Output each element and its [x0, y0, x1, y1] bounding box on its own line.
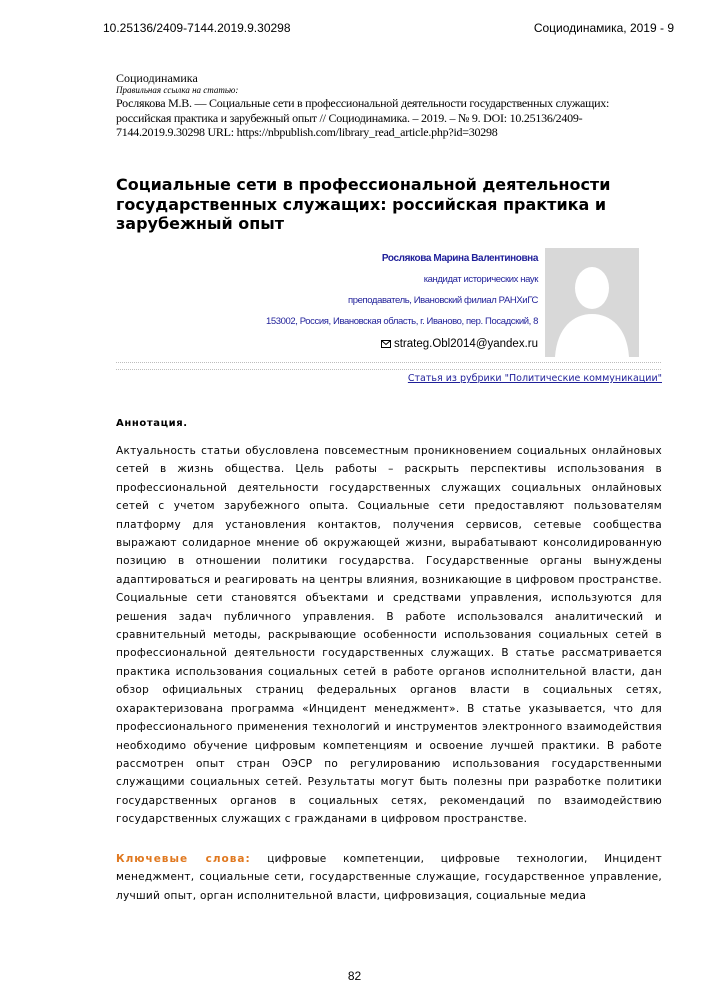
author-name[interactable]: Рослякова Марина Валентиновна — [381, 253, 538, 264]
journal-issue-header: Социодинамика, 2019 - 9 — [533, 21, 674, 35]
citation-label: Правильная ссылка на статью: — [116, 85, 239, 95]
avatar-icon — [545, 248, 639, 357]
journal-name: Социодинамика — [116, 71, 198, 85]
keywords-label: Ключевые слова: — [116, 853, 251, 865]
abstract-heading: Аннотация. — [116, 418, 188, 429]
abstract-text: Актуальность статьи обусловлена повсеместным проникновением социальных онлайновых сетей в жизнь общества. Цель работы – раскрыть перспективы использования в профессиональной деятельности государственных служащих социальных онлайновых сетей с учетом зарубежного опыта. Социальные сети предоставляют пользователям платформу для установления контактов, получения сервисов, сетевые сообщества выражают солидарное мнение об окружающей жизни, вырабатывают консолидированную позицию в отношении политики государства. Государственные органы вынуждены адаптироваться и реагировать на центры влияния, возникающие в цифровом пространстве. Социальные сети становятся объектами и средствами управления, используются для решения задач публичного управления. В работе использовался аналитический и сравнительный методы, раскрывающие особенности использования социальных сетей в профессиональной деятельности государственных служащих. В статье рассматривается практика использования социальных сетей в работе органов исполнительной власти, дан обзор официальных страниц федеральных органов власти в социальных сетях, охарактеризована программа «Инцидент менеджмент». В статье указывается, что для профессионального применения технологий и инструментов электронного взаимодействия необходимо обучение цифровым компетенциям и освоение лучшей практики. В работе рассмотрен опыт стран ОЭСР по регулированию использования государственными служащими социальных сетей. Результаты могут быть полезны при разработке политики государственных органов в социальных сетях, рекомендаций по взаимодействию государственных служащих с гражданами в цифровом пространстве. — [116, 445, 662, 826]
doi-header: 10.25136/2409-7144.2019.9.30298 — [103, 21, 291, 35]
author-email-row[interactable] — [266, 338, 538, 350]
envelope-icon — [381, 340, 391, 348]
divider-dotted — [116, 369, 661, 370]
rubric-link[interactable]: Статья из рубрики "Политические коммуникации" — [407, 373, 662, 384]
citation-block — [116, 71, 666, 140]
keywords-text: цифровые компетенции, цифровые технологии, Инцидент менеджмент, социальные сети, государственные служащие, государственное управление, лучший опыт, орган исполнительной власти, цифровизация, социальные медиа — [116, 853, 662, 902]
page-number: 82 — [347, 969, 362, 983]
divider-dotted — [116, 362, 661, 363]
author-address: 153002, Россия, Ивановская область, г. Иваново, пер. Посадский, 8 — [266, 316, 538, 327]
author-position: преподаватель, Ивановский филиал РАНХиГС — [348, 295, 538, 306]
article-title: Социальные сети в профессиональной деятельности государственных служащих: российская практика и зарубежный опыт — [116, 175, 611, 233]
author-photo-placeholder — [545, 248, 639, 357]
author-email[interactable]: strateg.Obl2014@yandex.ru — [393, 338, 538, 350]
citation-text: Рослякова М.В. — Социальные сети в профессиональной деятельности государственных служащих: российская практика и зарубежный опыт // Социодинамика. – 2019. – № 9. DOI: 10.25136/2409-7144.2019.9.30298 URL: https://nbpublish.com/library_read_article.php?id=30298 — [116, 96, 610, 139]
keywords-paragraph — [116, 850, 662, 905]
author-degree: кандидат исторических наук — [423, 274, 538, 285]
author-block — [266, 252, 538, 350]
